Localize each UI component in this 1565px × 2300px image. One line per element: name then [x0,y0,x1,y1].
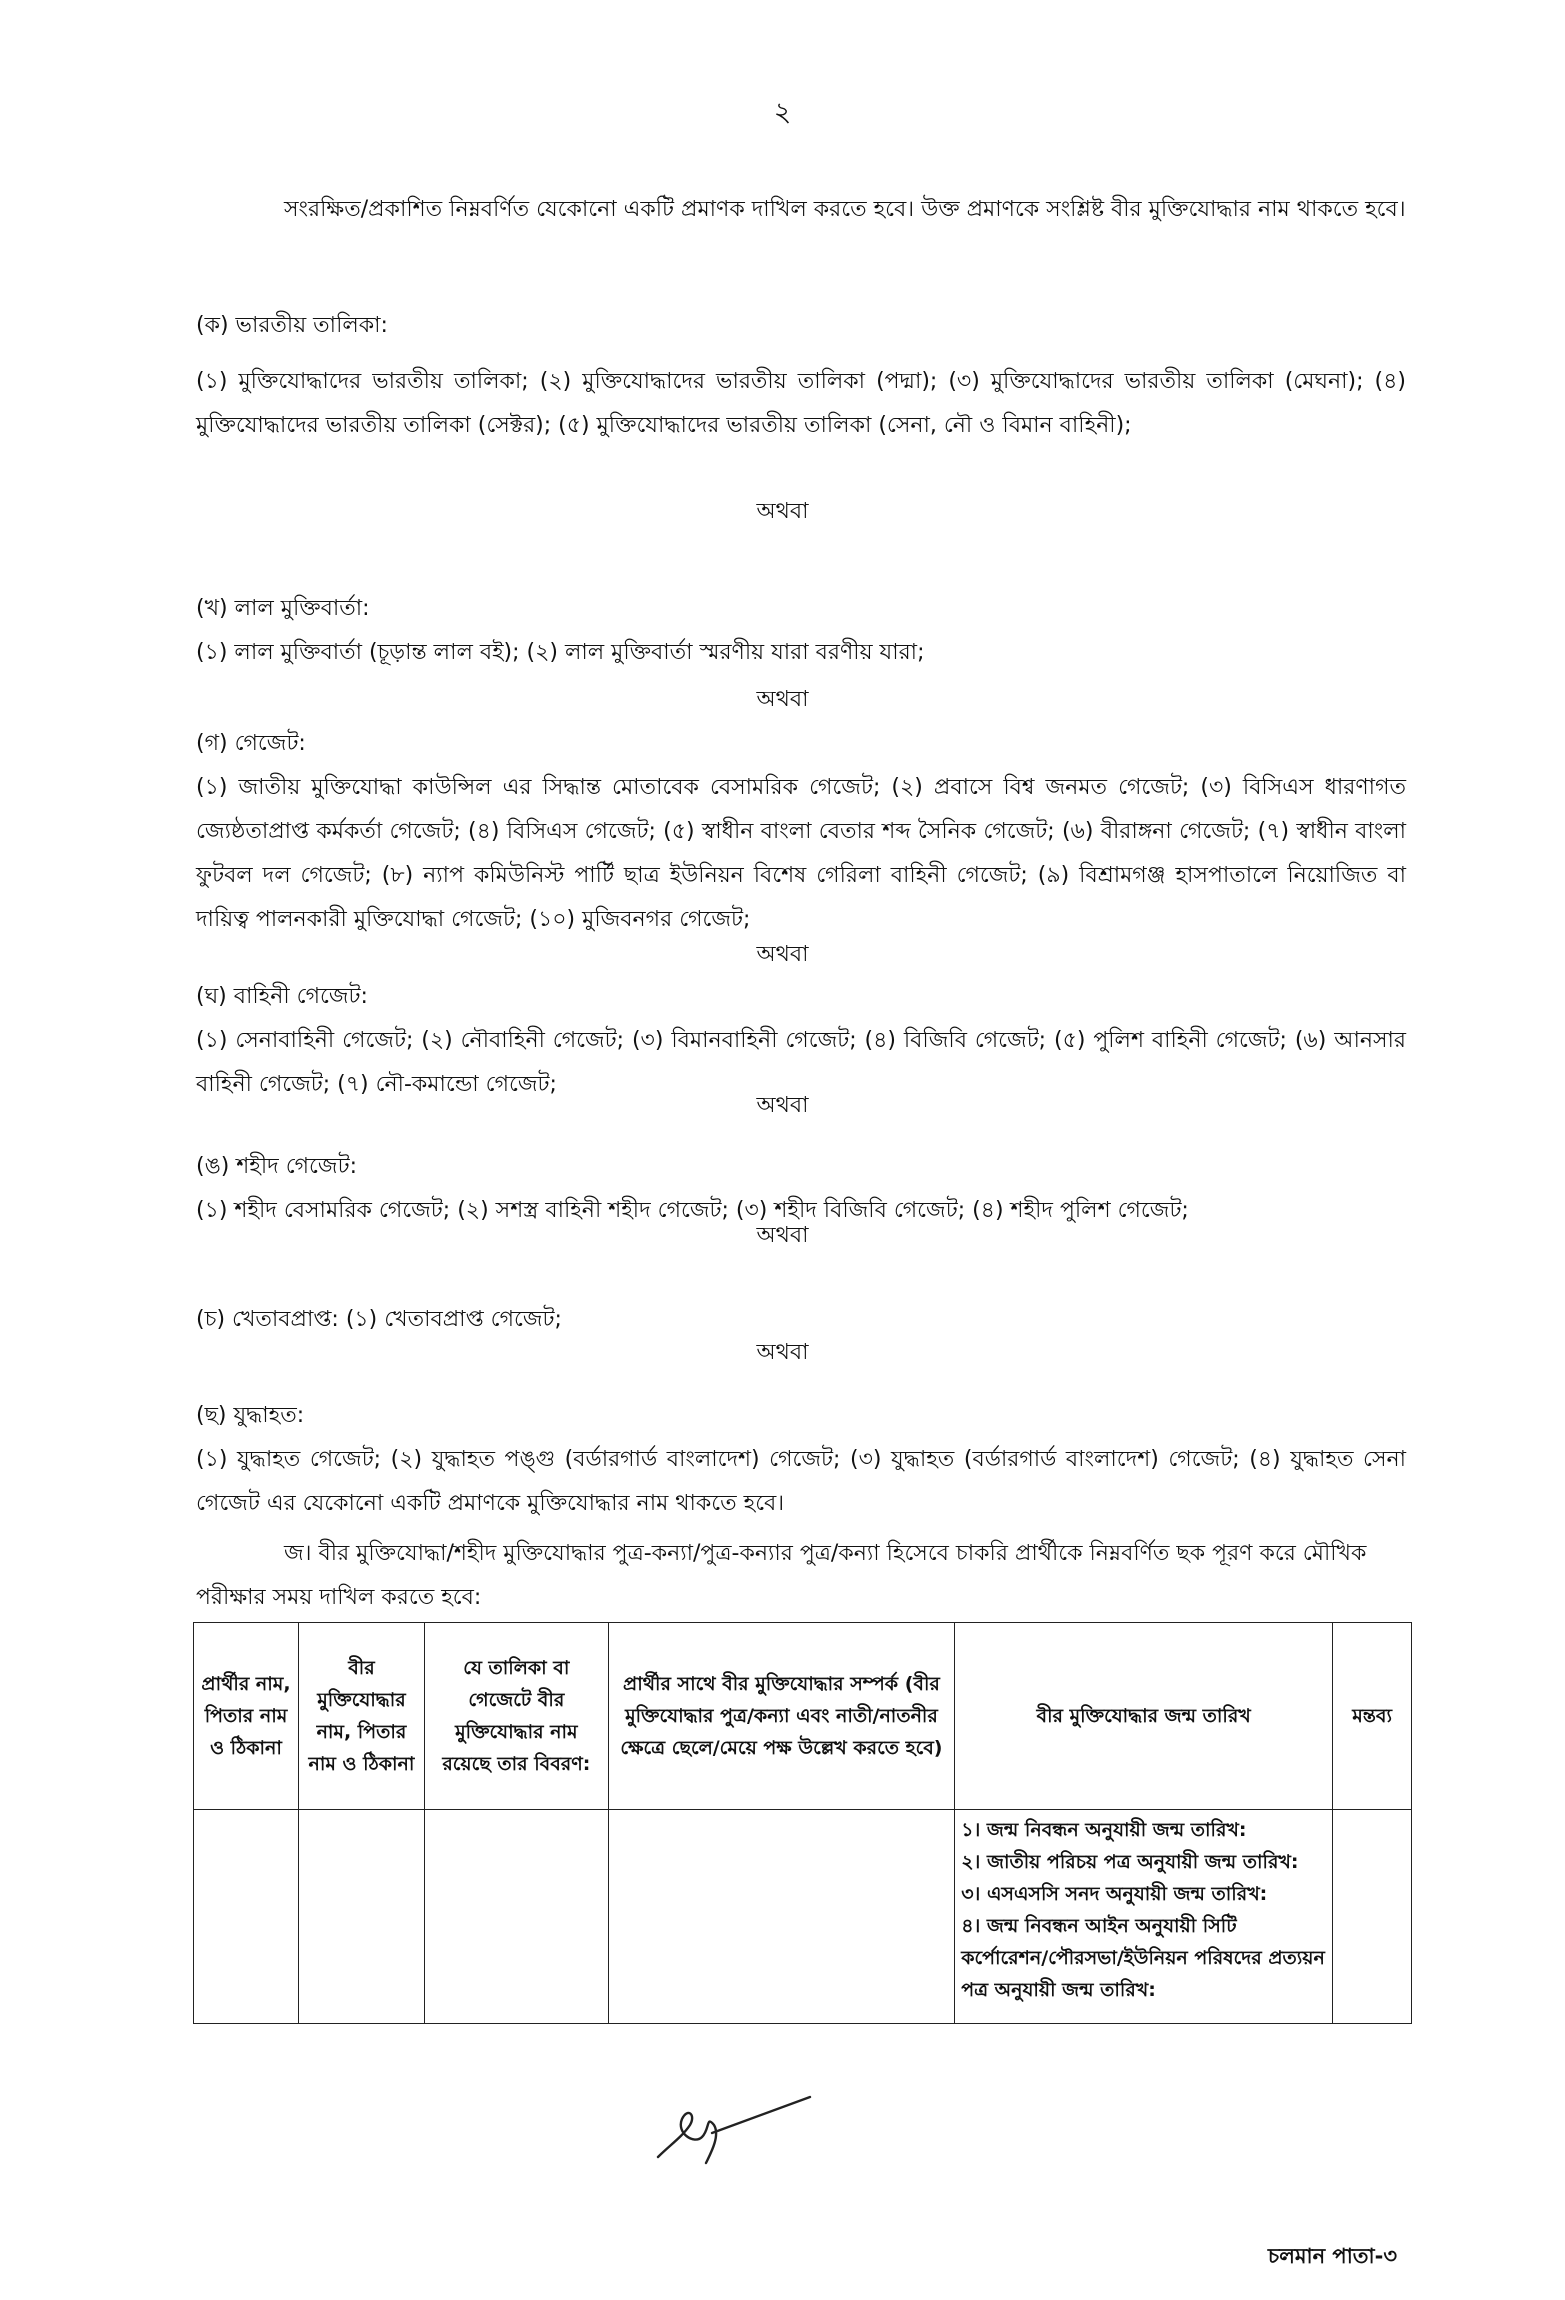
section-heading: (ক) ভারতীয় তালিকা: [196,313,388,338]
separator-or: অথবা [756,1223,809,1248]
table-header-row [194,1623,1412,1810]
section-chha [196,1394,1406,1526]
cell-relationship [608,1810,954,2024]
birth-date-list [961,1814,1326,2006]
cell-applicant [194,1810,299,2024]
header-freedom-fighter: বীর মুক্তিযোদ্ধার নাম, পিতার নাম ও ঠিকানা [298,1623,424,1810]
separator-or: অথবা [756,687,809,712]
cell-freedom-fighter [298,1810,424,2024]
section-body: (১) লাল মুক্তিবার্তা (চূড়ান্ত লাল বই); (২) লাল মুক্তিবার্তা স্মরণীয় যারা বরণীয় যারা; [196,640,925,665]
continuation-footer: চলমান পাতা-৩ [1267,2244,1397,2268]
applicant-form-table [193,1622,1412,2024]
header-remarks: মন্তব্য [1333,1623,1412,1810]
intro-text: সংরক্ষিত/প্রকাশিত নিম্নবর্ণিত যেকোনো একটি প্রমাণক দাখিল করতে হবে। উক্ত প্রমাণকে সংশ্লিষ্ট বীর মুক্তিযোদ্ধার নাম থাকতে হবে। [284,197,1406,222]
page-number: ২ [773,97,792,128]
birth-date-item: ২। জাতীয় পরিচয় পত্র অনুযায়ী জন্ম তারিখ: [961,1851,1299,1873]
birth-date-item: ৩। এসএসসি সনদ অনুযায়ী জন্ম তারিখ: [961,1883,1268,1905]
header-birth-date: বীর মুক্তিযোদ্ধার জন্ম তারিখ [955,1623,1333,1810]
section-body: (১) মুক্তিযোদ্ধাদের ভারতীয় তালিকা; (২) মুক্তিযোদ্ধাদের ভারতীয় তালিকা (পদ্মা); (৩) মুক্তিযোদ্ধাদের ভারতীয় তালিকা (মেঘনা); (৪) মুক্তিযোদ্ধাদের ভারতীয় তালিকা (সেক্টর); (৫) মুক্তিযোদ্ধাদের ভারতীয় তালিকা (সেনা, নৌ ও বিমান বাহিনী); [196,369,1406,438]
separator-or: অথবা [756,1340,809,1365]
separator-or: অথবা [756,942,809,967]
cell-list-gazette [424,1810,608,2024]
separator-or: অথবা [756,499,809,524]
section-heading: (ঘ) বাহিনী গেজেট: [196,984,368,1009]
table-row [194,1810,1412,2024]
intro-paragraph [196,188,1406,232]
header-applicant: প্রার্থীর নাম, পিতার নাম ও ঠিকানা [194,1623,299,1810]
section-heading: (চ) খেতাবপ্রাপ্ত: (১) খেতাবপ্রাপ্ত গেজেট; [196,1307,562,1332]
separator-or: অথবা [756,1093,809,1118]
section-body: (১) জাতীয় মুক্তিযোদ্ধা কাউন্সিল এর সিদ্ধান্ত মোতাবেক বেসামরিক গেজেট; (২) প্রবাসে বিশ্ব জনমত গেজেট; (৩) বিসিএস ধারণাগত জ্যেষ্ঠতাপ্রাপ্ত কর্মকর্তা গেজেট; (৪) বিসিএস গেজেট; (৫) স্বাধীন বাংলা বেতার শব্দ সৈনিক গেজেট; (৬) বীরাঙ্গনা গেজেট; (৭) স্বাধীন বাংলা ফুটবল দল গেজেট; (৮) ন্যাপ কমিউনিস্ট পার্টি ছাত্র ইউনিয়ন বিশেষ গেরিলা বাহিনী গেজেট; (৯) বিশ্রামগঞ্জ হাসপাতালে নিয়োজিত বা দায়িত্ব পালনকারী মুক্তিযোদ্ধা গেজেট; (১০) মুজিবনগর গেজেট; [196,775,1406,932]
section-kha [196,587,1406,675]
section-ja [196,1532,1406,1620]
section-body: (১) শহীদ বেসামরিক গেজেট; (২) সশস্ত্র বাহিনী শহীদ গেজেট; (৩) শহীদ বিজিবি গেজেট; (৪) শহীদ পুলিশ গেজেট; [196,1198,1189,1223]
section-heading: (গ) গেজেট: [196,731,306,756]
cell-birth-date [955,1810,1333,2024]
signature-mark [650,2085,820,2175]
header-relationship: প্রার্থীর সাথে বীর মুক্তিযোদ্ধার সম্পর্ক (বীর মুক্তিযোদ্ধার পুত্র/কন্যা এবং নাতী/নাতনীর ক্ষেত্রে ছেলে/মেয়ে পক্ষ উল্লেখ করতে হবে) [608,1623,954,1810]
section-body: (১) যুদ্ধাহত গেজেট; (২) যুদ্ধাহত পঙ্গু (বর্ডারগার্ড বাংলাদেশ) গেজেট; (৩) যুদ্ধাহত (বর্ডারগার্ড বাংলাদেশ) গেজেট; (৪) যুদ্ধাহত সেনা গেজেট এর যেকোনো একটি প্রমাণকে মুক্তিযোদ্ধার নাম থাকতে হবে। [196,1447,1406,1516]
section-body: (১) সেনাবাহিনী গেজেট; (২) নৌবাহিনী গেজেট; (৩) বিমানবাহিনী গেজেট; (৪) বিজিবি গেজেট; (৫) পুলিশ বাহিনী গেজেট; (৬) আনসার বাহিনী গেজেট; (৭) নৌ-কমান্ডো গেজেট; [196,1028,1407,1097]
section-ga [196,722,1406,942]
cell-remarks [1333,1810,1412,2024]
birth-date-item: ৪। জন্ম নিবন্ধন আইন অনুযায়ী সিটি কর্পোরেশন/পৌরসভা/ইউনিয়ন পরিষদের প্রত্যয়ন পত্র অনুযায়ী জন্ম তারিখ: [961,1915,1325,2001]
section-ja-text: জ। বীর মুক্তিযোদ্ধা/শহীদ মুক্তিযোদ্ধার পুত্র-কন্যা/পুত্র-কন্যার পুত্র/কন্যা হিসেবে চাকরি প্রার্থীকে নিম্নবর্ণিত ছক পূরণ করে মৌখিক পরীক্ষার সময় দাখিল করতে হবে: [196,1541,1367,1610]
header-list-gazette: যে তালিকা বা গেজেটে বীর মুক্তিযোদ্ধার নাম রয়েছে তার বিবরণ: [424,1623,608,1810]
section-ka [196,304,1406,448]
section-heading: (খ) লাল মুক্তিবার্তা: [196,596,370,621]
birth-date-item: ১। জন্ম নিবন্ধন অনুযায়ী জন্ম তারিখ: [961,1819,1247,1841]
section-heading: (ঙ) শহীদ গেজেট: [196,1154,357,1179]
section-heading: (ছ) যুদ্ধাহত: [196,1403,305,1428]
